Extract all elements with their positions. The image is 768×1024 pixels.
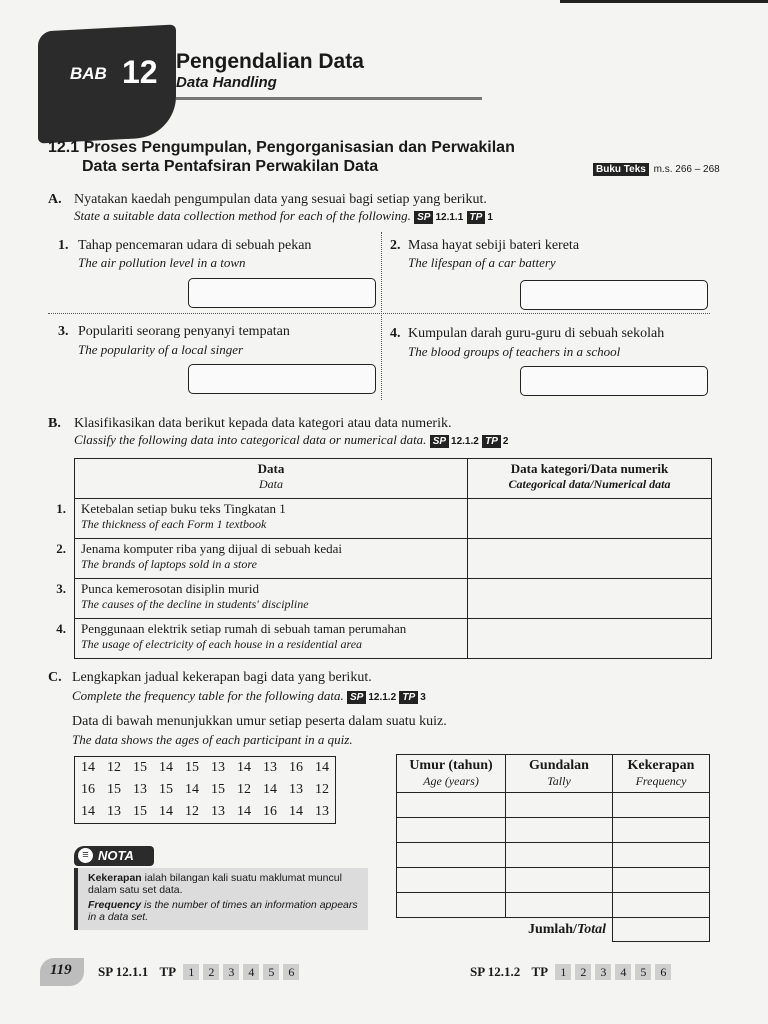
table-row [397, 793, 710, 818]
table-row [38, 499, 712, 539]
table-row [38, 539, 712, 579]
age-value: 13 [289, 782, 303, 797]
ages-data-table [74, 756, 336, 824]
chapter-underline [176, 97, 482, 100]
tp-level-box[interactable]: 1 [183, 964, 199, 980]
buku-teks-badge: Buku Teks [593, 163, 649, 176]
tp-level-box[interactable]: 6 [655, 964, 671, 980]
chapter-subtitle: Data Handling [176, 74, 277, 91]
footer-left-sp: SP 12.1.1 [98, 964, 149, 979]
row-answer-cell[interactable] [468, 499, 712, 539]
partA-item2-ms: Masa hayat sebiji bateri kereta [408, 238, 580, 253]
age-value: 13 [263, 760, 277, 775]
partA-sp-value: 12.1.1 [435, 212, 464, 223]
row-answer-cell[interactable] [468, 619, 712, 659]
nota-def-en: is the number of times an information appears in a data set. [88, 899, 358, 923]
freq-header-age-en: Age (years) [423, 774, 479, 788]
footer-left-tp: TP [159, 964, 177, 979]
age-value: 14 [315, 760, 329, 775]
freq-cell[interactable] [506, 893, 613, 918]
freq-cell[interactable] [506, 868, 613, 893]
partB-sp-badge: SP [430, 435, 449, 448]
age-value: 15 [107, 782, 121, 797]
footer-left-tracker [98, 964, 299, 980]
age-value: 13 [211, 760, 225, 775]
table-header-row [38, 459, 712, 499]
age-value: 13 [211, 804, 225, 819]
partA-item1-ms: Tahap pencemaran udara di sebuah pekan [78, 238, 312, 253]
footer-right-tp: TP [531, 964, 549, 979]
partC-letter: C. [48, 670, 62, 685]
partC-instruction-en-text: Complete the frequency table for the following data. [72, 688, 344, 703]
table-row [397, 868, 710, 893]
partA-item3-answer-box[interactable] [188, 364, 376, 394]
partB-tp-value: 2 [502, 436, 509, 447]
row-number: 1. [56, 500, 66, 516]
age-value: 16 [81, 782, 95, 797]
tp-level-box[interactable]: 3 [595, 964, 611, 980]
nota-text-ms [88, 872, 358, 896]
freq-cell[interactable] [397, 843, 506, 868]
partA-item1-answer-box[interactable] [188, 278, 376, 308]
nota-box [74, 846, 366, 932]
age-value: 15 [133, 760, 147, 775]
age-value: 14 [81, 804, 95, 819]
partB-instruction-en-text: Classify the following data into categorical data or numerical data. [74, 432, 427, 447]
row-answer-cell[interactable] [468, 579, 712, 619]
row-number: 3. [56, 580, 66, 596]
table-row [397, 843, 710, 868]
age-value: 12 [315, 782, 329, 797]
partA-instruction-ms: Nyatakan kaedah pengumpulan data yang sesuai bagi setiap yang berikut. [74, 192, 487, 207]
partC-sp-value: 12.1.2 [368, 692, 397, 703]
page-number: 119 [50, 962, 72, 978]
partA-tp-badge: TP [467, 211, 486, 224]
age-value: 14 [289, 804, 303, 819]
header-type [468, 459, 712, 499]
nota-def-ms: ialah bilangan kali suatu maklumat muncul dalam satu set data. [88, 872, 342, 896]
age-value: 14 [81, 760, 95, 775]
row-data-en: The usage of electricity of each house in a residential area [81, 637, 363, 651]
row-data-ms: Jenama komputer riba yang dijual di sebuah kedai [81, 541, 343, 556]
nota-header [74, 846, 154, 866]
age-value: 13 [315, 804, 329, 819]
table-row [397, 818, 710, 843]
row-number: 2. [56, 540, 66, 556]
classification-table [38, 458, 712, 659]
age-value: 12 [237, 782, 251, 797]
freq-header-frequency [613, 755, 710, 793]
partA-item1-en: The air pollution level in a town [78, 255, 246, 270]
row-data [75, 499, 468, 539]
partA-item2-answer-box[interactable] [520, 280, 708, 310]
freq-cell[interactable] [613, 868, 710, 893]
footer-right-tracker [470, 964, 671, 980]
row-data-ms: Ketebalan setiap buku teks Tingkatan 1 [81, 501, 286, 516]
age-value: 13 [107, 804, 121, 819]
age-value: 14 [185, 782, 199, 797]
footer-right-sp: SP 12.1.2 [470, 964, 521, 979]
total-label-ms: Jumlah/ [527, 921, 577, 937]
row-number: 4. [56, 620, 66, 636]
freq-cell[interactable] [397, 893, 506, 918]
age-value: 12 [107, 760, 121, 775]
freq-cell[interactable] [613, 818, 710, 843]
freq-total-cell[interactable] [613, 918, 710, 942]
ages-row [75, 801, 336, 824]
partA-item1-num: 1. [58, 238, 69, 253]
nota-text-en [88, 899, 358, 923]
partC-intro-ms: Data di bawah menunjukkan umur setiap peserta dalam suatu kuiz. [72, 714, 447, 729]
row-data [75, 539, 468, 579]
tp-level-box[interactable]: 6 [283, 964, 299, 980]
tp-level-box[interactable]: 1 [555, 964, 571, 980]
freq-header-frequency-en: Frequency [635, 774, 687, 788]
freq-header-age [397, 755, 506, 793]
header-type-en: Categorical data/Numerical data [508, 477, 671, 491]
partA-divider-vertical [381, 232, 382, 400]
header-data-ms: Data [257, 461, 285, 476]
tp-level-box[interactable]: 2 [575, 964, 591, 980]
top-rule [560, 0, 768, 3]
freq-total-label [397, 918, 613, 942]
row-data-en: The causes of the decline in students' discipline [81, 597, 309, 611]
age-value: 15 [159, 782, 173, 797]
freq-cell[interactable] [613, 843, 710, 868]
row-data [75, 579, 468, 619]
partB-instruction-ms: Klasifikasikan data berikut kepada data kategori atau data numerik. [74, 416, 452, 431]
age-value: 15 [211, 782, 225, 797]
partB-sp-value: 12.1.2 [451, 436, 479, 447]
buku-teks-pages: m.s. 266 – 268 [653, 164, 720, 175]
partA-item2-en: The lifespan of a car battery [408, 255, 556, 270]
freq-cell[interactable] [506, 793, 613, 818]
partA-item2-num: 2. [390, 238, 401, 253]
partA-letter: A. [48, 192, 62, 207]
freq-cell[interactable] [506, 843, 613, 868]
nota-label: NOTA [98, 848, 134, 863]
row-data-en: The brands of laptops sold in a store [81, 557, 257, 571]
partA-tp-value: 1 [487, 212, 493, 223]
age-value: 14 [237, 760, 251, 775]
freq-cell[interactable] [397, 868, 506, 893]
freq-header-age-ms: Umur (tahun) [409, 758, 493, 773]
partA-sp-badge: SP [414, 211, 433, 224]
partB-instruction-en [74, 432, 508, 448]
section-title-line2: Data serta Pentafsiran Perwakilan Data [82, 158, 379, 175]
freq-header-tally-en: Tally [547, 774, 571, 788]
tp-level-box[interactable]: 5 [263, 964, 279, 980]
partC-instruction-ms: Lengkapkan jadual kekerapan bagi data yang berikut. [72, 670, 372, 685]
age-value: 16 [263, 804, 277, 819]
partB-letter: B. [48, 416, 61, 431]
section-title-line1: Proses Pengumpulan, Pengorganisasian dan Perwakilan [83, 139, 515, 156]
chapter-title: Pengendalian Data [176, 50, 364, 73]
freq-cell[interactable] [506, 818, 613, 843]
section-heading [48, 138, 515, 158]
partC-sp-badge: SP [347, 691, 366, 704]
partC-tp-badge: TP [399, 691, 418, 704]
frequency-table [396, 754, 710, 942]
partC-tp-value: 3 [420, 692, 426, 703]
ages-row [75, 757, 336, 780]
freq-header-tally [506, 755, 613, 793]
section-number: 12.1 [48, 139, 80, 156]
partA-item3-en: The popularity of a local singer [78, 342, 244, 357]
age-value: 13 [133, 782, 147, 797]
row-data [75, 619, 468, 659]
nota-term-ms: Kekerapan [88, 872, 142, 884]
partA-divider-horizontal [48, 313, 710, 314]
ages-row [75, 779, 336, 801]
tp-level-box[interactable]: 4 [243, 964, 259, 980]
chapter-number: 12 [122, 54, 158, 90]
table-row [38, 619, 712, 659]
freq-total-row [397, 918, 710, 942]
tp-level-box[interactable]: 4 [615, 964, 631, 980]
partA-instruction-en [74, 208, 493, 224]
partA-item4-en: The blood groups of teachers in a school [408, 344, 621, 359]
freq-header-row [397, 755, 710, 793]
table-row [38, 579, 712, 619]
freq-cell[interactable] [397, 818, 506, 843]
partA-item4-answer-box[interactable] [520, 366, 708, 396]
row-answer-cell[interactable] [468, 539, 712, 579]
age-value: 16 [289, 760, 303, 775]
header-data-en: Data [259, 477, 283, 491]
table-row [397, 893, 710, 918]
freq-cell[interactable] [613, 893, 710, 918]
total-label-en: Total [576, 921, 606, 937]
age-value: 15 [133, 804, 147, 819]
freq-cell[interactable] [397, 793, 506, 818]
freq-header-frequency-ms: Kekerapan [627, 758, 695, 773]
row-data-en: The thickness of each Form 1 textbook [81, 517, 267, 531]
partB-tp-badge: TP [482, 435, 501, 448]
tp-level-box[interactable]: 5 [635, 964, 651, 980]
chapter-bab-label: BAB [70, 64, 107, 83]
age-value: 14 [237, 804, 251, 819]
row-data-ms: Punca kemerosotan disiplin murid [81, 581, 260, 596]
freq-header-tally-ms: Gundalan [529, 758, 589, 773]
age-value: 14 [159, 804, 173, 819]
partA-item3-num: 3. [58, 324, 69, 339]
age-value: 14 [159, 760, 173, 775]
age-value: 15 [185, 760, 199, 775]
tp-level-box[interactable]: 2 [203, 964, 219, 980]
nota-term-en: Frequency [88, 899, 142, 911]
tp-level-box[interactable]: 3 [223, 964, 239, 980]
age-value: 12 [185, 804, 199, 819]
partA-instruction-en-text: State a suitable data collection method for each of the following. [74, 208, 411, 223]
header-data [75, 459, 468, 499]
partA-item4-ms: Kumpulan darah guru-guru di sebuah sekolah [408, 326, 665, 341]
partA-item3-ms: Populariti seorang penyanyi tempatan [78, 324, 290, 339]
partC-instruction-en [72, 688, 426, 704]
age-value: 14 [263, 782, 277, 797]
freq-cell[interactable] [613, 793, 710, 818]
partC-intro-en: The data shows the ages of each participant in a quiz. [72, 732, 353, 747]
header-type-ms: Data kategori/Data numerik [510, 461, 669, 476]
row-data-ms: Penggunaan elektrik setiap rumah di sebuah taman perumahan [81, 621, 407, 636]
buku-teks-ref [593, 163, 720, 175]
nota-icon: ≡ [78, 848, 93, 863]
partA-item4-num: 4. [390, 326, 401, 341]
